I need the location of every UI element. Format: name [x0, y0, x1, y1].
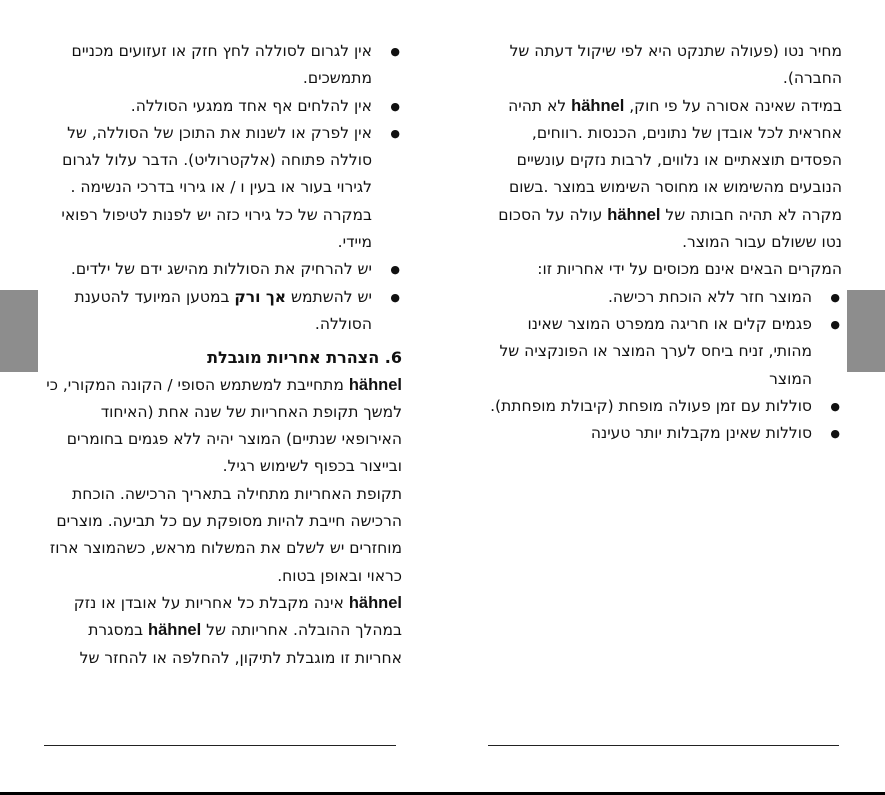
warranty-paragraph-1: hähnel מתחייבת למשתמש הסופי / הקונה המקורי, כי למשך תקופת האחריות של שנה אחת (האיחוד האירופאי שנתיים) המוצר יהיה ללא פגמים בחומרים ובייצור בכפוף לשימוש רגיל. — [46, 375, 402, 476]
warranty-paragraph-2: תקופת האחריות מתחילה בתאריך הרכישה. הוכחת הרכישה חייבת להיות מסופקת עם כל תביעה. מוצרים מוחזרים יש לשלם את המשלוח מראש, כשהמוצר ארוז כראוי ובאופן בטוח. — [49, 484, 402, 585]
list-item: ● אין לפרק או לשנות את התוכן של הסוללה, של סוללה פתוחה (אלקטרוליט). הדבר עלול לגרום לגירוי בעור או בעין ו / או גירוי בדרכי הנשימה . במקרה של כל גירוי כזה יש לפנות לטיפול רפואי מיידי. — [44, 120, 402, 256]
side-tab-left — [0, 290, 38, 372]
emphasis-text: אך ורק — [234, 287, 287, 306]
list-item: ● המוצר חזר ללא הוכחת רכישה. — [488, 284, 842, 311]
section-heading: 6. הצהרת אחריות מוגבלת — [207, 348, 402, 368]
list-item: ● פגמים קלים או חריגה ממפרט המוצר שאינו מהותי, זניח ביחס לערך המוצר או הפונקציה של המוצר — [488, 311, 842, 393]
brand-name: hähnel — [348, 593, 402, 612]
paragraph-net-price: מחיר נטו (פעולה שתנקט היא לפי שיקול דעתה של החברה). — [509, 42, 842, 88]
footer-rule-right — [488, 745, 839, 746]
list-item: ● אין להלחים אף אחד ממגעי הסוללה. — [44, 93, 402, 120]
brand-name: hähnel — [571, 96, 625, 115]
brand-name: hähnel — [348, 375, 402, 394]
list-item: ● יש להשתמש אך ורק במטען המיועד להטענת הסוללה. — [44, 284, 402, 339]
right-column — [488, 38, 842, 447]
side-tab-right — [847, 290, 885, 372]
brand-name: hähnel — [148, 621, 202, 640]
list-item: ● יש להרחיק את הסוללות מהישג ידם של ילדים. — [44, 256, 402, 283]
list-item: ● סוללות שאינן מקבלות יותר טעינה — [488, 420, 842, 447]
paragraph-exclusions-intro: המקרים הבאים אינם מכוסים על ידי אחריות זו: — [537, 260, 842, 279]
left-column — [44, 38, 402, 672]
exclusions-list — [488, 284, 842, 448]
list-item: ● אין לגרום לסוללה לחץ חזק או זעזועים מכניים מתמשכים. — [44, 38, 402, 93]
warranty-paragraph-3: hähnel אינה מקבלת כל אחריות על אובדן או נזק במהלך ההובלה. אחריותה של hähnel במסגרת אחריות זו מוגבלת לתיקון, להחלפה או להחזר של — [73, 593, 402, 667]
list-item: ● סוללות עם זמן פעולה מופחת (קיבולת מופחתת). — [488, 393, 842, 420]
paragraph-liability: במידה שאינה אסורה על פי חוק, hähnel לא תהיה אחראית לכל אובדן של נתונים, הכנסות .רווחים, הפסדים תוצאתיים או נלווים, לרבות נזקים עונשיים הנובעים מהשימוש או מחוסר השימוש במוצר .בשום מקרה לא תהיה חבותה של hähnel עולה על הסכום נטו ששולם עבור המוצר. — [498, 96, 842, 252]
brand-name: hähnel — [607, 205, 661, 224]
footer-rule-left — [44, 745, 396, 746]
left-bullet-list — [44, 38, 402, 338]
